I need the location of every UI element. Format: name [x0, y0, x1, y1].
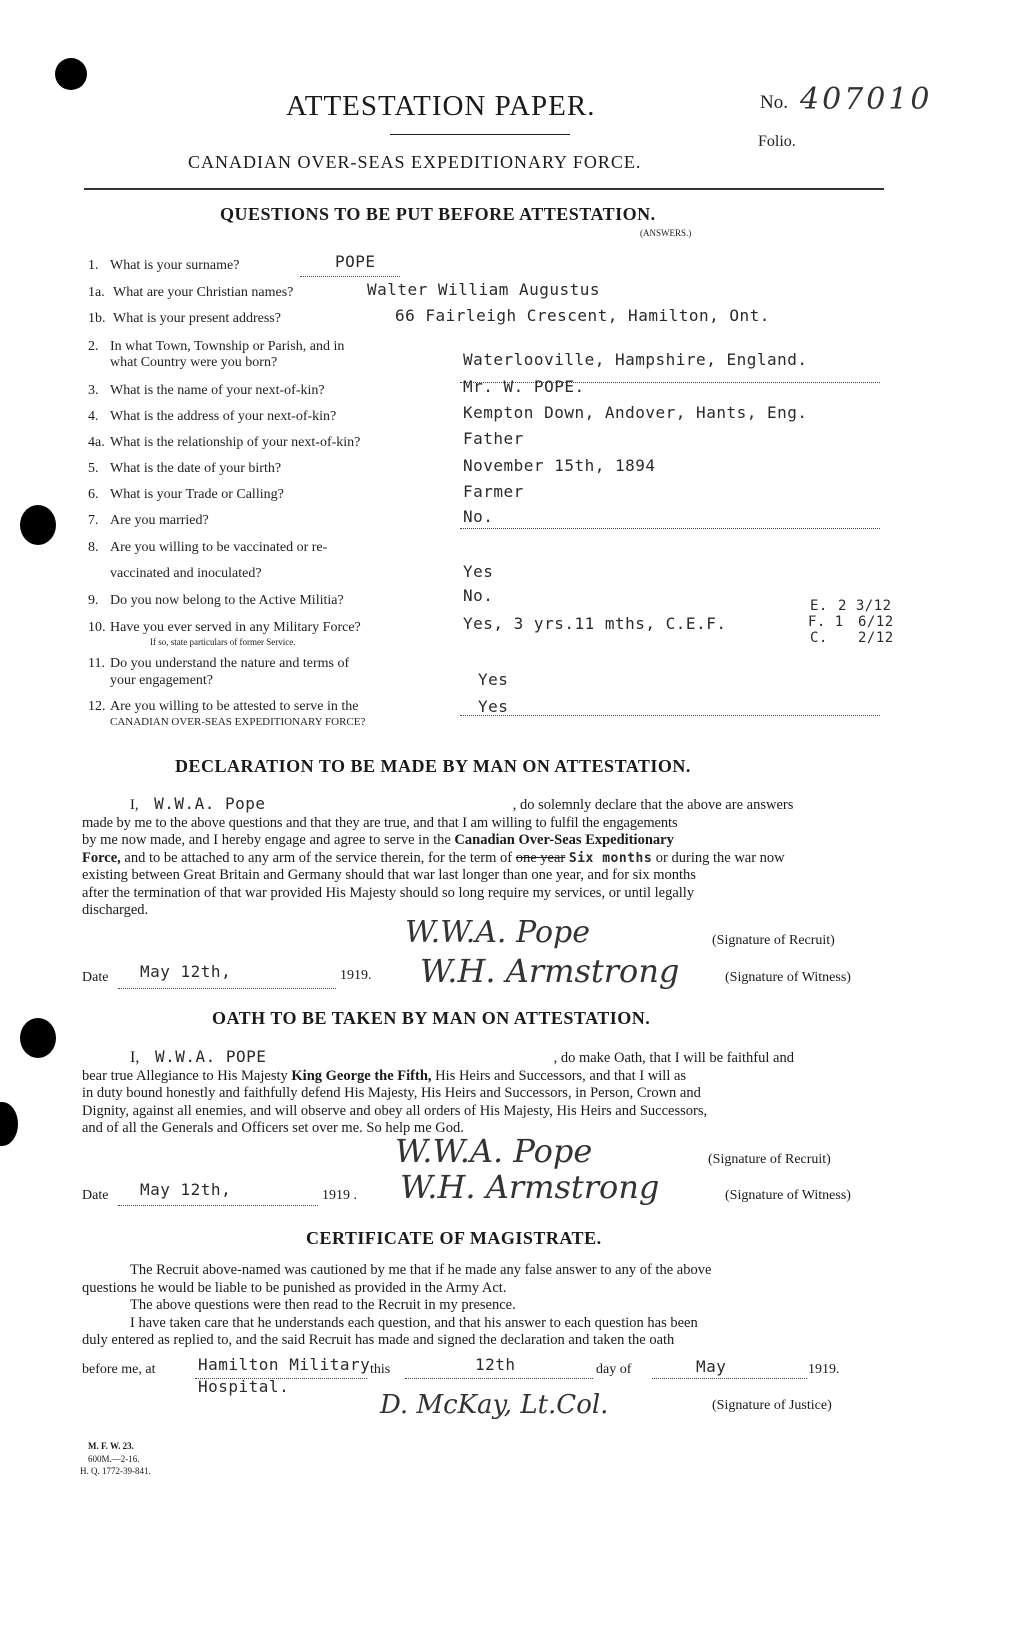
punch-hole-lower	[20, 1018, 56, 1058]
number-label: No.	[760, 92, 788, 113]
title-underline	[390, 134, 570, 135]
oath-line3: in duty bound honestly and faithfully defend His Majesty, His Heirs and Successors, in Person, Crown and	[82, 1085, 701, 1101]
answer-next-of-kin: Mr. W. POPE.	[463, 377, 585, 396]
oath-heading: OATH TO BE TAKEN BY MAN ON ATTESTATION.	[212, 1008, 651, 1028]
folio-label: Folio.	[758, 133, 796, 150]
oath-witness-signature-label: (Signature of Witness)	[725, 1188, 851, 1203]
question-text-line2: CANADIAN OVER-SEAS EXPEDITIONARY FORCE?	[110, 716, 366, 728]
question-number: 11.	[88, 656, 105, 671]
attestation-number: 407010	[800, 82, 933, 117]
answer-kin-address: Kempton Down, Andover, Hants, Eng.	[463, 403, 808, 422]
question-number: 9.	[88, 593, 99, 608]
answer-militia: No.	[463, 586, 494, 605]
certificate-heading: CERTIFICATE OF MAGISTRATE.	[306, 1228, 602, 1248]
question-text: What are your Christian names?	[113, 285, 294, 300]
question-number: 3.	[88, 383, 99, 398]
service-note: 2 3/12	[838, 598, 892, 614]
declaration-text	[82, 795, 882, 920]
question-text: What is the date of your birth?	[110, 461, 282, 476]
answer-line	[460, 715, 880, 716]
question-text-line2: what Country were you born?	[110, 355, 278, 370]
service-note: C.	[810, 630, 828, 646]
page-title: ATTESTATION PAPER.	[286, 90, 596, 122]
declaration-line4c: or during the war now	[655, 849, 785, 866]
form-code: M. F. W. 23.	[88, 1441, 134, 1451]
oath-text	[82, 1048, 882, 1138]
oath-recruit-signature-label: (Signature of Recruit)	[708, 1152, 831, 1167]
answer-address: 66 Fairleigh Crescent, Hamilton, Ont.	[395, 306, 770, 325]
month-line	[652, 1378, 807, 1379]
oath-year: 1919 .	[322, 1188, 357, 1203]
certificate-text	[82, 1262, 882, 1350]
certificate-place-line2: Hospital.	[198, 1377, 290, 1396]
before-me-label: before me, at	[82, 1362, 156, 1377]
certificate-day: 12th	[475, 1355, 516, 1374]
certificate-line2: questions he would be liable to be punished as provided in the Army Act.	[82, 1279, 507, 1296]
declaration-line3a: by me now made, and I hereby engage and agree to serve in the	[82, 832, 451, 848]
question-number: 10.	[88, 620, 106, 635]
question-number: 4.	[88, 409, 99, 424]
answer-married: No.	[463, 507, 494, 526]
question-number: 1.	[88, 258, 99, 273]
declaration-term-added: Six months	[568, 850, 653, 866]
oath-i: I,	[130, 1049, 140, 1066]
answer-birthplace: Waterlooville, Hampshire, England.	[463, 350, 808, 369]
question-text: What is the relationship of your next-of-kin?	[110, 435, 361, 450]
service-note: 2/12	[858, 630, 894, 646]
certificate-line4: I have taken care that he understands each question, and that his answer to each question has been	[130, 1314, 698, 1331]
question-number: 2.	[88, 339, 99, 354]
answer-christian-names: Walter William Augustus	[367, 280, 601, 299]
recruit-signature-label: (Signature of Recruit)	[712, 933, 835, 948]
certificate-place: Hamilton Military	[198, 1355, 371, 1374]
declaration-force-name: Canadian Over-Seas Expeditionary	[454, 832, 674, 848]
answer-line	[460, 528, 880, 529]
question-text: Do you now belong to the Active Militia?	[110, 593, 344, 608]
answer-vaccinated: Yes	[463, 562, 494, 581]
answer-birth-date: November 15th, 1894	[463, 456, 656, 475]
answer-understand-terms: Yes	[478, 670, 509, 689]
answers-label: (ANSWERS.)	[640, 228, 692, 238]
answer-relationship: Father	[463, 429, 524, 448]
declaration-line4b: and to be attached to any arm of the service therein, for the term of	[124, 849, 513, 866]
punch-hole-edge	[0, 1102, 18, 1146]
answer-line	[300, 276, 400, 277]
justice-signature-label: (Signature of Justice)	[712, 1398, 832, 1413]
oath-line5: and of all the Generals and Officers set over me. So help me God.	[82, 1120, 464, 1136]
recruit-signature: W.W.A. Pope	[405, 915, 590, 950]
witness-signature-label: (Signature of Witness)	[725, 970, 851, 985]
header-rule	[84, 188, 884, 190]
oath-king: King George the Fifth,	[291, 1067, 432, 1084]
answer-surname: POPE	[335, 252, 376, 271]
witness-signature: W.H. Armstrong	[420, 952, 680, 990]
certificate-line3: The above questions were then read to the Recruit in my presence.	[130, 1297, 516, 1313]
oath-line1a: , do make Oath, that I will be faithful and	[553, 1050, 794, 1066]
answer-military-service: Yes, 3 yrs.11 mths, C.E.F.	[463, 614, 727, 633]
answer-line	[460, 382, 880, 383]
questions-heading: QUESTIONS TO BE PUT BEFORE ATTESTATION.	[220, 204, 656, 224]
declaration-line6: after the termination of that war provided His Majesty should so long require my services, or until legally	[82, 884, 695, 901]
question-text: Do you understand the nature and terms of	[110, 656, 350, 671]
declaration-line7: discharged.	[82, 902, 149, 918]
question-text: What is your surname?	[110, 258, 240, 273]
service-note: F. 1	[808, 614, 844, 630]
answer-willing-to-serve: Yes	[478, 697, 509, 716]
print-code: 600M.—2-16.	[88, 1454, 140, 1464]
service-note: E.	[810, 598, 828, 614]
date-line	[118, 988, 336, 989]
this-label: this	[370, 1362, 391, 1377]
answer-trade: Farmer	[463, 482, 524, 501]
question-text-line2: vaccinated and inoculated?	[110, 566, 262, 581]
declaration-year: 1919.	[340, 968, 372, 983]
place-line	[195, 1378, 367, 1379]
oath-date-label: Date	[82, 1188, 109, 1203]
declaration-term-struck: one year	[515, 849, 566, 866]
oath-line2a: bear true Allegiance to His Majesty	[82, 1067, 288, 1084]
question-text-line2: your engagement?	[110, 673, 214, 688]
oath-name: W.W.A. POPE	[154, 1047, 267, 1066]
oath-line4: Dignity, against all enemies, and will observe and obey all orders of His Majesty, His Heirs and Successors,	[82, 1102, 708, 1119]
oath-recruit-signature: W.W.A. Pope	[395, 1132, 593, 1170]
certificate-year: 1919.	[808, 1362, 840, 1377]
question-text: What is the address of your next-of-kin?	[110, 409, 337, 424]
question-number: 1a.	[88, 285, 105, 300]
declaration-line1: , do solemnly declare that the above are answers	[512, 797, 794, 813]
certificate-line1: The Recruit above-named was cautioned by me that if he made any false answer to any of the above	[130, 1262, 712, 1278]
declaration-date-label: Date	[82, 970, 109, 985]
question-text: What is your present address?	[113, 311, 281, 326]
punch-hole-upper	[20, 505, 56, 545]
declaration-line2: made by me to the above questions and that they are true, and that I am willing to fulfil the engagements	[82, 814, 678, 831]
question-number: 5.	[88, 461, 99, 476]
question-text: In what Town, Township or Parish, and in	[110, 339, 345, 354]
question-note: If so, state particulars of former Service.	[150, 637, 296, 647]
question-number: 6.	[88, 487, 99, 502]
question-number: 1b.	[88, 311, 106, 326]
oath-line2c: His Heirs and Successors, and that I will as	[435, 1067, 687, 1084]
question-number: 12.	[88, 699, 106, 714]
question-text: Are you willing to be vaccinated or re-	[110, 540, 328, 555]
day-of-label: day of	[596, 1362, 632, 1377]
justice-signature: D. McKay, Lt.Col.	[380, 1390, 609, 1420]
certificate-line5: duly entered as replied to, and the said Recruit has made and signed the declaration and taken the oath	[82, 1332, 675, 1348]
question-number: 8.	[88, 540, 99, 555]
question-text: What is your Trade or Calling?	[110, 487, 284, 502]
date-line	[118, 1205, 318, 1206]
declaration-line5: existing between Great Britain and Germany should that war last longer than one year, and for six months	[82, 867, 696, 883]
day-line	[405, 1378, 593, 1379]
declaration-i: I,	[130, 797, 139, 813]
certificate-month: May	[696, 1357, 727, 1376]
declaration-name: W.W.A. Pope	[154, 794, 266, 813]
question-text: What is the name of your next-of-kin?	[110, 383, 325, 398]
declaration-heading: DECLARATION TO BE MADE BY MAN ON ATTESTATION.	[175, 756, 691, 776]
question-text: Are you willing to be attested to serve in the	[110, 699, 359, 714]
page-subtitle: CANADIAN OVER-SEAS EXPEDITIONARY FORCE.	[188, 152, 642, 172]
service-note: 6/12	[858, 614, 894, 630]
question-text: Are you married?	[110, 513, 209, 528]
hq-code: H. Q. 1772-39-841.	[80, 1466, 151, 1476]
oath-witness-signature: W.H. Armstrong	[400, 1168, 660, 1206]
oath-date: May 12th,	[140, 1180, 232, 1199]
question-number: 4a.	[88, 435, 105, 450]
declaration-date: May 12th,	[140, 962, 232, 981]
punch-hole-top	[55, 58, 87, 90]
declaration-line4a: Force,	[82, 849, 121, 866]
question-number: 7.	[88, 513, 99, 528]
question-text: Have you ever served in any Military Force?	[110, 620, 361, 635]
